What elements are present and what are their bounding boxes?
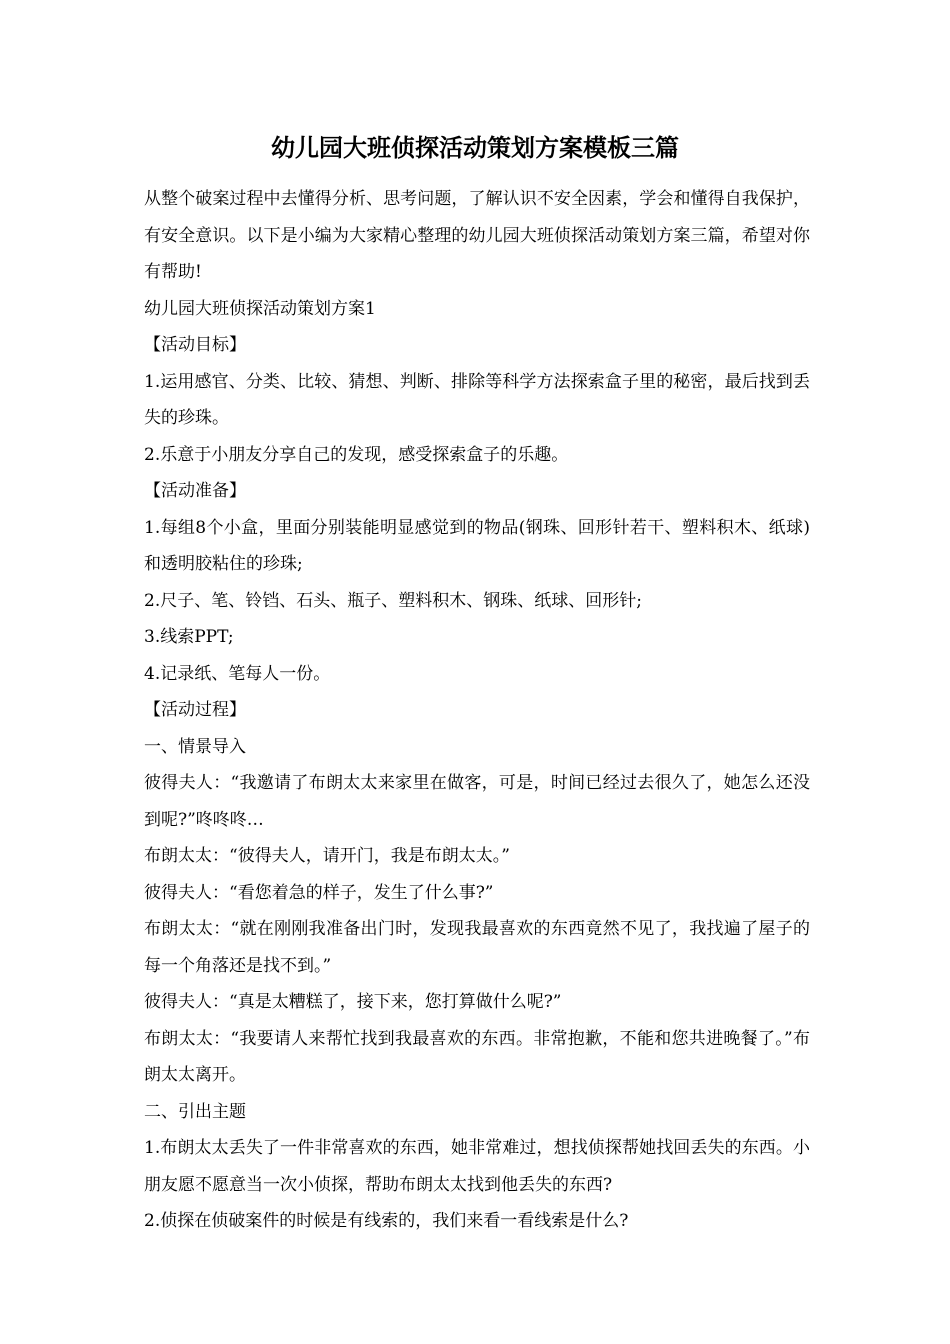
step-heading-1: 一、情景导入 xyxy=(144,736,246,757)
dialogue-line: 布朗太太：“就在刚刚我准备出门时，发现我最喜欢的东西竟然不见了，我找遍了屋子的每一个角落还是找不到。” xyxy=(144,919,810,976)
goal-item-2: 2.乐意于小朋友分享自己的发现，感受探索盒子的乐趣。 xyxy=(144,444,569,465)
dialogue-line: 布朗太太：“彼得夫人，请开门，我是布朗太太。” xyxy=(144,846,510,866)
dialogue-line: 彼得夫人：“我邀请了布朗太太来家里在做客，可是，时间已经过去很久了，她怎么还没到呢?”咚咚咚… xyxy=(144,773,810,830)
dialogue-line: 布朗太太：“我要请人来帮忙找到我最喜欢的东西。非常抱歉，不能和您共进晚餐了。”布朗太太离开。 xyxy=(144,1028,810,1085)
preparation-item-1: 1.每组8个小盒，里面分别装能明显感觉到的物品(钢珠、回形针若干、塑料积木、纸球)和透明胶粘住的珍珠; xyxy=(144,517,810,574)
preparation-item-3: 3.线索PPT; xyxy=(144,627,234,647)
section-heading-plan-1: 幼儿园大班侦探活动策划方案1 xyxy=(144,298,376,319)
preparation-item-4: 4.记录纸、笔每人一份。 xyxy=(144,663,331,684)
step-heading-2: 二、引出主题 xyxy=(144,1101,246,1122)
step-item-1: 1.布朗太太丢失了一件非常喜欢的东西，她非常难过，想找侦探帮她找回丢失的东西。小朋友愿不愿意当一次小侦探，帮助布朗太太找到他丢失的东西? xyxy=(144,1138,810,1195)
step-item-2: 2.侦探在侦破案件的时候是有线索的，我们来看一看线索是什么? xyxy=(144,1211,629,1231)
preparation-item-2: 2.尺子、笔、铃铛、石头、瓶子、塑料积木、钢珠、纸球、回形针; xyxy=(144,590,642,611)
document-title: 幼儿园大班侦探活动策划方案模板三篇 xyxy=(271,133,679,162)
document-body xyxy=(144,181,810,1240)
dialogue-line: 彼得夫人：“真是太糟糕了，接下来，您打算做什么呢?” xyxy=(144,992,562,1012)
heading-activity-goals: 【活动目标】 xyxy=(144,335,246,355)
heading-activity-process: 【活动过程】 xyxy=(144,700,246,720)
heading-activity-preparation: 【活动准备】 xyxy=(144,481,246,501)
dialogue-line: 彼得夫人：“看您着急的样子，发生了什么事?” xyxy=(144,882,494,903)
intro-paragraph: 从整个破案过程中去懂得分析、思考问题，了解认识不安全因素，学会和懂得自我保护，有安全意识。以下是小编为大家精心整理的幼儿园大班侦探活动策划方案三篇，希望对你有帮助! xyxy=(144,189,810,282)
goal-item-1: 1.运用感官、分类、比较、猜想、判断、排除等科学方法探索盒子里的秘密，最后找到丢失的珍珠。 xyxy=(144,371,810,428)
